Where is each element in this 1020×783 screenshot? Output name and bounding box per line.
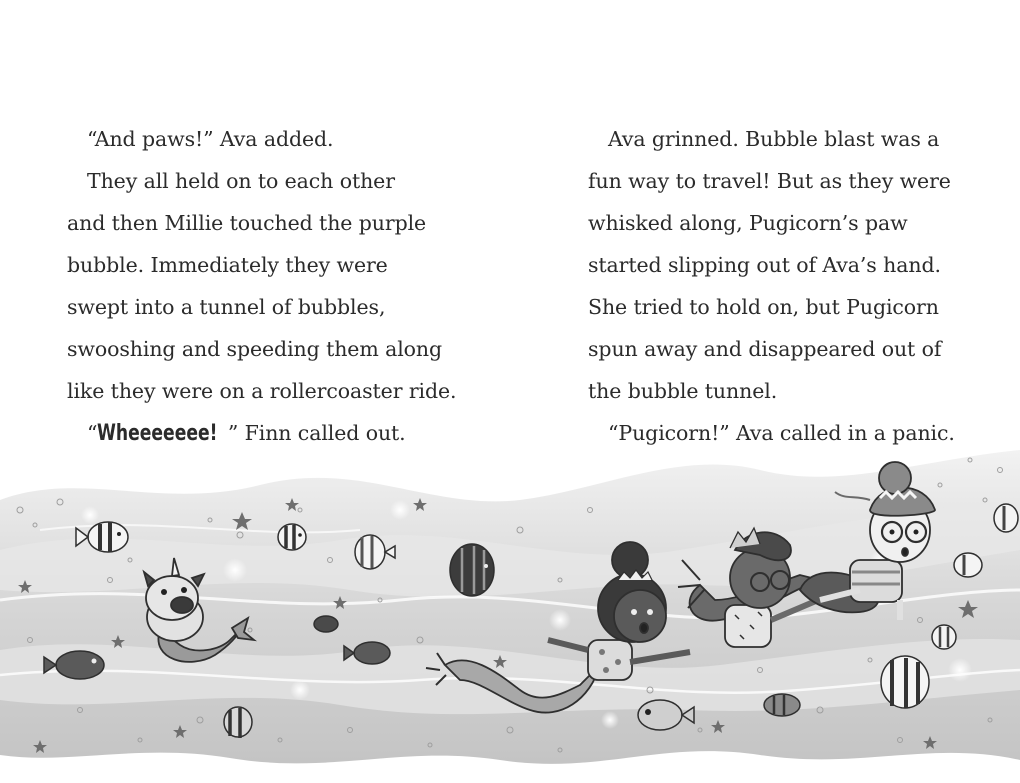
paragraph-line: Ava grinned. Bubble blast was a — [608, 127, 940, 151]
paragraph-line: started slipping out of Ava’s hand. — [588, 253, 941, 277]
paragraph-pugicorn-panic: “Pugicorn!” Ava called in a panic. — [608, 421, 955, 445]
paragraph-and-paws: “And paws!” Ava added. — [87, 127, 334, 151]
open-quote: “ — [87, 421, 98, 445]
dialogue-tag: ” Finn called out. — [227, 421, 406, 445]
small-fish-right-3 — [932, 625, 956, 649]
paragraph-line: swooshing and speeding them along — [67, 337, 443, 361]
paragraph-line: They all held on to each other — [87, 169, 395, 193]
paragraph-line: swept into a tunnel of bubbles, — [67, 295, 386, 319]
angelfish-right — [881, 656, 929, 708]
paragraph-line: She tried to hold on, but Pugicorn — [588, 295, 939, 319]
small-fish-right-2 — [994, 504, 1018, 532]
small-fish-1 — [314, 616, 338, 632]
small-fish-bottom — [764, 694, 800, 716]
paragraph-line: and then Millie touched the purple — [67, 211, 427, 235]
paragraph-line: spun away and disappeared out of — [588, 337, 942, 361]
left-text-column — [67, 118, 457, 454]
angelfish-2 — [278, 524, 306, 550]
paragraph-line: whisked along, Pugicorn’s paw — [588, 211, 908, 235]
dark-angelfish — [450, 544, 494, 596]
paragraph-line: like they were on a rollercoaster ride. — [67, 379, 457, 403]
paragraph-line: the bubble tunnel. — [588, 379, 778, 403]
shout-text: Wheeeeeee! — [97, 421, 218, 446]
right-text-column — [588, 118, 968, 454]
small-fish-right-1 — [954, 553, 982, 577]
bubble-tunnel-illustration — [0, 440, 1020, 783]
paragraph-line: bubble. Immediately they were — [67, 253, 388, 277]
paragraph-line: fun way to travel! But as they were — [588, 169, 951, 193]
striped-fish-low — [224, 707, 252, 738]
